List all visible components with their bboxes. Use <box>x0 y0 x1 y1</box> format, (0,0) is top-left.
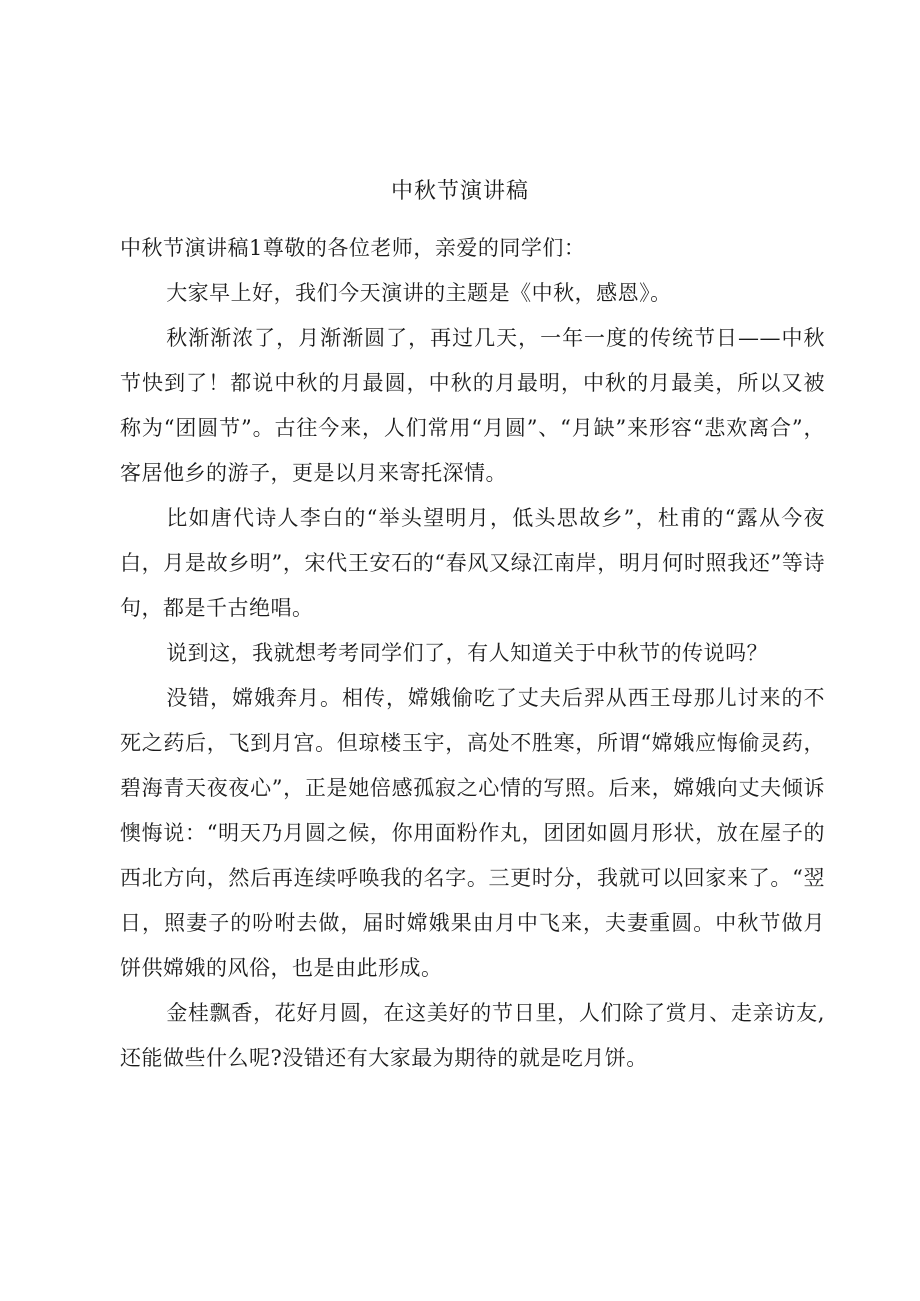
paragraph-question: 说到这，我就想考考同学们了，有人知道关于中秋节的传说吗？ <box>166 641 769 665</box>
page-title: 中秋节演讲稿 <box>390 179 529 204</box>
paragraph-mooncakes: 金桂飘香，花好月圆，在这美好的节日里，人们除了赏月、走亲访友,还能做些什么呢?没错还有大家最为期待的就是吃月饼。 <box>120 1001 825 1070</box>
paragraph-greeting: 中秋节演讲稿1尊敬的各位老师，亲爱的同学们： <box>120 236 586 260</box>
paragraph-mid-autumn-intro: 秋渐渐浓了，月渐渐圆了，再过几天，一年一度的传统节日——中秋节快到了！都说中秋的月最圆，中秋的月最明，中秋的月最美，所以又被称为“团圆节”。古往今来，人们常用“月圆”、“月缺”来形容“悲欢离合”，客居他乡的游子，更是以月来寄托深情。 <box>120 326 825 485</box>
paragraph-poems: 比如唐代诗人李白的“举头望明月，低头思故乡”，杜甫的“露从今夜白，月是故乡明”，宋代王安石的“春风又绿江南岸，明月何时照我还”等诗句，都是千古绝唱。 <box>120 506 825 620</box>
paragraph-legend: 没错，嫦娥奔月。相传，嫦娥偷吃了丈夫后羿从西王母那儿讨来的不死之药后，飞到月宫。但琼楼玉宇，高处不胜寒，所谓“嫦娥应悔偷灵药，碧海青天夜夜心”，正是她倍感孤寂之心情的写照。后来，嫦娥向丈夫倾诉懊悔说：“明天乃月圆之候，你用面粉作丸，团团如圆月形状，放在屋子的西北方向，然后再连续呼唤我的名字。三更时分，我就可以回家来了。“翌日，照妻子的吩咐去做，届时嫦娥果由月中飞来，夫妻重圆。中秋节做月饼供嫦娥的风俗，也是由此形成。 <box>120 686 825 980</box>
document-body <box>120 226 825 1081</box>
paragraph-topic: 大家早上好，我们今天演讲的主题是《中秋，感恩》。 <box>166 281 672 305</box>
